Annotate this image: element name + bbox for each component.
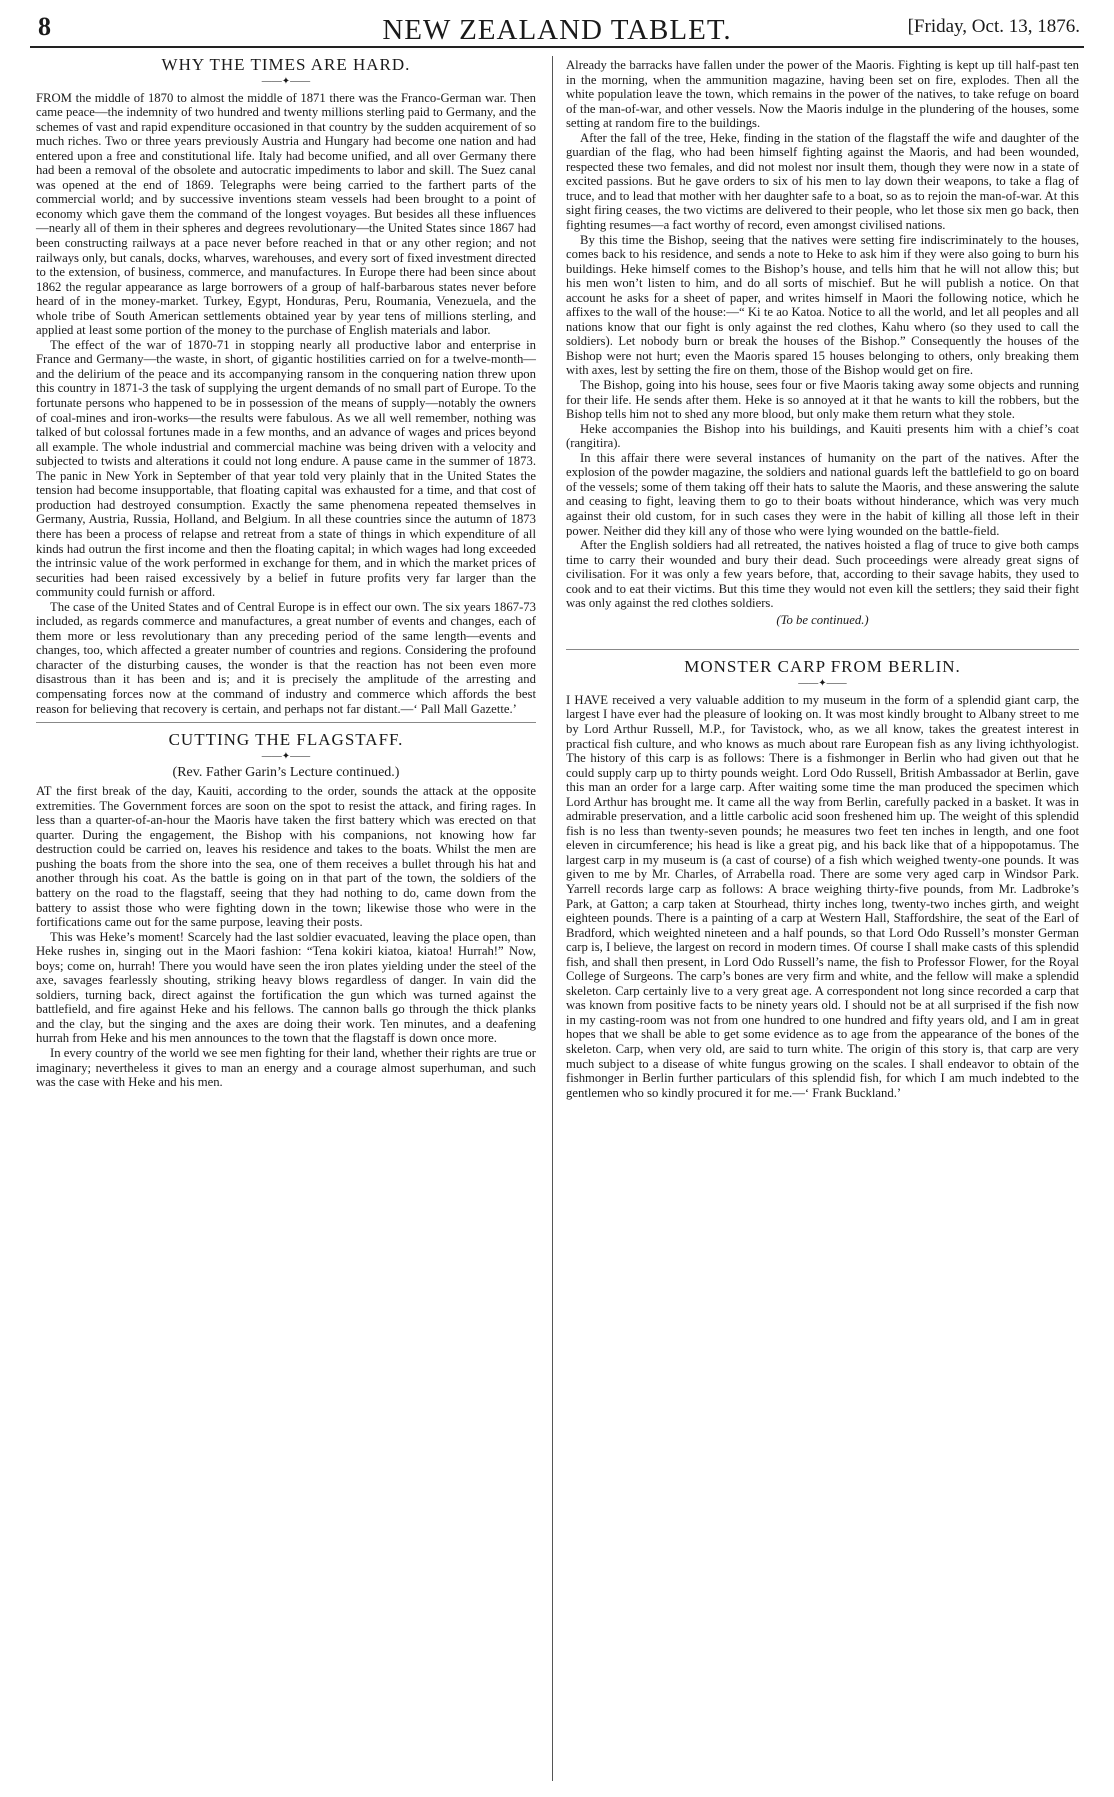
article-paragraph: AT the first break of the day, Kauiti, according to the order, sounds the attack at the opposite extremities. The Government forces are soon on the spot to resist the attack, and firing rages. In less than a quarter-of-an-hour the Maoris have taken the first battery which was erected on that quarter. During the engagement, the Bishop with his companions, not knowing how far destruction could be carried on, leaves his residence and takes to the boats. Whilst the men are pushing the boats from the shore into the sea, one of them receives a bullet through his hat and another through his coat. As the battle is going on in that part of the town, the soldiers of the battery on the road to the flagstaff, seeing that they had nothing to do, came down from the battery to assist those who were fighting down in the town; likewise those who were in the fortifications came out for the same purpose, leaving their posts. (36, 784, 536, 930)
section-rule (566, 649, 1079, 650)
column-divider (552, 56, 553, 1781)
article-heading-monster-carp: MONSTER CARP FROM BERLIN. (684, 657, 961, 677)
article-heading-flagstaff: CUTTING THE FLAGSTAFF. (168, 730, 404, 750)
article-subheading: (Rev. Father Garin’s Lecture continued.) (172, 764, 400, 780)
article-paragraph: FROM the middle of 1870 to almost the middle of 1871 there was the Franco-German war. Then came peace—the indemnity of two hundred and twenty millions sterling paid to Germany, and the schemes of vast and rapid expenditure occasioned in that country by the sudden acquirement of so much riches. Two or three years previously Austria and Hungary had become one nation and had entered upon a free and constitutional life. Italy had become unified, and all over Germany there had been a removal of the obsolete and autocratic impediments to labor and skill. The Suez canal was opened at the end of 1869. Telegraphs were being carried to the farthert parts of the commercial world; and by successive inventions steam vessels had been brought to a point of economy which gave them the command of the longest voyages. But besides all these influences—nearly all of them in their spheres and degrees revolutionary—the United States since 1867 had been constructing railways at a pace never before reached in that or any other region; and not railways only, but canals, docks, wharves, warehouses, and every sort of fixed investment directed to the extension, of business, commerce, and manufactures. In Europe there had been since about 1862 the regular appearance as large borrowers of a group of half-barbarous states never before heard of in the money-market. Turkey, Egypt, Honduras, Peru, Roumania, Venezuela, and the whole tribe of South American settlements obtained year by year tens of millions sterling, and applied at least some portion of the money to the purchase of English materials and labor. (36, 90, 536, 338)
newspaper-title: NEW ZEALAND TABLET. (382, 14, 732, 46)
article-paragraph: I HAVE received a very valuable addition to my museum in the form of a splendid giant carp, the largest I have ever had the pleasure of looking on. It was most kindly brought to Albany street to me by Lord Arthur Russell, M.P., for Tavistock, who, as we all know, takes the greatest interest in practical fish culture, and who knows as much about rare European fish as any living ichthyologist. The history of this carp is as follows: There is a fishmonger in Berlin who had given out that he could supply carp up to thirty pounds weight. Lord Odo Russell, British Ambassador at Berlin, gave this man an order for a large carp. After waiting some time the man produced the specimen which Lord Arthur has brought me. It came all the way from Berlin, carefully packed in a basket. It was in admirable preservation, and a little carbolic acid soon freshened him up. The weight of this splendid fish is no less than twenty-seven pounds; he measures two feet ten inches in length, and one foot eleven in circumference; his head is like a great pig, and his back like that of a hippopotamus. The largest carp in my museum is (a cast of course) of a fish which weighed twenty-one pounds. It was given to me by Mr. Charles, of Arrabella road. There are some very aged carp in Windsor Park. Yarrell records large carp as follows: A brace weighing thirty-five pounds, from Mr. Ladbroke’s Park, at Gatton; a carp taken at Stourhead, thirty inches long, twenty-two inches girth, and weight eighteen pounds. There is a painting of a carp at Western Hall, Staffordshire, the seat of the Earl of Bradford, which weighted nineteen and a half pounds, so that Lord Odo Russell’s monster German carp is, I believe, the largest on record in modern times. Of course I shall make casts of this splendid fish, and shall then present, in Lord Odo Russell’s name, the fish to Professor Flower, for the Royal College of Surgeons. The carp’s bones are very firm and white, and the fellow will make a splendid skeleton. Carp certainly live to a very great age. A correspondent not long since recorded a carp that was known from positive facts to be ninety years old. I should not be at all surprised if the fish now in my casting-room was not from one hundred to one hundred and fifty years old, and I am in great hopes that we shall be able to get some evidence as to age from the appearance of the bones of the skeleton. Carp, when very old, are said to turn white. The origin of this story is, that carp are very much subject to a disease of white fungus growing on the scales. I shall endeavor to obtain of the fishmonger in Berlin further particulars of this splendid fish, for which I am much indebted to the gentlemen who so kindly procured it for me.—‘ Frank Buckland.’ (566, 692, 1079, 1100)
article-paragraph: By this time the Bishop, seeing that the natives were setting fire indiscriminately to the houses, comes back to his residence, and sends a note to Heke to ask him if they were also going to burn his buildings. Heke himself comes to the Bishop’s house, and tells him that he will not allow this; but his men won’t listen to him, and do all sorts of mischief. But he will publish a notice. On that account he asks for a sheet of paper, and writes himself in Maori the following notice, which he affixes to the wall of the house:—“ Ki te ao Katoa. Notice to all the world, and let all peoples and all nations know that our fight is only against the red clothes, Kahu whero (so they used to call the soldiers). Let nobody burn or break the houses of the Bishop.” Consequently the houses of the Bishop were not hurt; even the Maoris spared 15 houses belonging to others, only breaking them with axes, lest by setting the fire on them, those of the Bishop would get on fire. (566, 232, 1079, 378)
continued-note: (To be continued.) (776, 612, 869, 627)
article-paragraph: Already the barracks have fallen under the power of the Maoris. Fighting is kept up till half-past ten in the morning, when the ammunition magazine, having been set on fire, explodes. Then all the white population leave the town, which remains in the power of the natives, to take refuge on board of the man-of-war, and other vessels. Now the Maoris indulge in the plundering of the houses, some setting at random fire to the buildings. (566, 58, 1079, 131)
page-number: 8 (38, 12, 51, 41)
article-paragraph: In every country of the world we see men fighting for their land, whether their rights are true or imaginary; nevertheless it gives to man an energy and a courage almost superhuman, and such was the case with Heke and his men. (36, 1046, 536, 1090)
issue-date: [Friday, Oct. 13, 1876. (907, 16, 1080, 37)
article-paragraph: After the fall of the tree, Heke, finding in the station of the flagstaff the wife and daughter of the guardian of the flag, who had been himself fighting against the Maoris, and had been wounded, respected these two females, and did not molest nor insult them, though they were now in a state of excited passions. But he gave orders to six of his men to lay down their weapons, to take a flag of truce, and to lead that mother with her daughter safe to a boat, so as to rejoin the man-of-war. At this sight firing ceases, the two victims are delivered to their people, who let those six men go back, then fighting resumes—a fact worthy of record, even amongst civilised nations. (566, 130, 1079, 233)
article-paragraph: Heke accompanies the Bishop into his buildings, and Kauiti presents him with a chief’s coat (rangitira). (566, 421, 1079, 451)
article-paragraph: This was Heke’s moment! Scarcely had the last soldier evacuated, leaving the place open, than Heke rushes in, singing out in the Maori fashion: “Tena kokiri kiatoa, kiatoa! Hurrah!” Now, boys; come on, hurrah! There you would have seen the iron plates yielding under the steel of the axe, savages fearlessly shouting, striking heavy blows regardless of danger. In vain did the soldiers, turning back, direct against the fortification the gun which was turned against the battlefield, and fire against Heke and his fellows. The cannon balls go through the thick planks and the clay, but the singing and the axes are doing their work. Ten minutes, and a deafening hurrah from Heke and his men announces to the town that the flagstaff is down once more. (36, 929, 536, 1046)
heading-ornament (36, 752, 536, 762)
article-paragraph: In this affair there were several instances of humanity on the part of the natives. After the explosion of the powder magazine, the soldiers and national guards left the battlefield to go on board of the vessels; some of them taking off their hats to salute the Maoris, and these answering the salute and ceasing to fight, leaving them to go to their boats without hinderance, which was very much against their old custom, for in such cases they were in the habit of killing all those left in their power. Neither did they kill any of those who were lying wounded on the battle-field. (566, 450, 1079, 538)
masthead (30, 8, 1084, 48)
heading-ornament (36, 77, 536, 87)
article-paragraph: The case of the United States and of Central Europe is in effect our own. The six years 1867-73 included, as regards commerce and manufactures, a great number of events and changes, each of them more or less revolutionary than any preceding period of the same length—events and changes, too, which affected a greater number of countries and regions. Considering the profound character of the disturbing causes, the wonder is that the reaction has not been even more disastrous than it has been and is; and it is precisely the amplitude of the arresting and compensating forces now at the command of industry and commerce which affords the best reason for believing that recovery is certain, and perhaps not far distant.—‘ Pall Mall Gazette.’ (36, 599, 536, 716)
right-column (566, 58, 1079, 1100)
heading-ornament (566, 679, 1079, 689)
article-paragraph: The effect of the war of 1870-71 in stopping nearly all productive labor and enterprise in France and Germany—the waste, in short, of gigantic hostilities carried on for a twelve-month—and the delirium of the peace and its accompanying ransom in the conquering nation threw upon this country in 1871-3 the task of supplying the urgent demands of no small part of Europe. To the fortunate persons who happened to be in possession of the means of supply—notably the owners of coal-mines and iron-works—the results were fabulous. As we all well remember, nothing was talked of but colossal fortunes made in a few months, and an advance of wages and prices beyond all example. The whole industrial and commercial machine was being driven with a velocity and subjected to twists and alterations it could not long endure. A pause came in the summer of 1873. The panic in New York in September of that year told very plainly that in the United States the tension had become insupportable, that floating capital was exhausted for a time, and that cost of production had destroyed consumption. Exactly the same phenomena repeated themselves in Germany, Austria, Russia, Holland, and Belgium. In all these countries since the autumn of 1873 there has been a process of relapse and retreat from a state of things in which expenditure of all kinds had outrun the first income and then the floating capital; in which wages had long exceeded the intrinsic value of the work performed in exchange for them, and in which the market prices of securities had been raised excessively by a belief in future profits very far larger than the community could furnish or afford. (36, 337, 536, 600)
left-column (36, 55, 536, 1090)
article-paragraph: The Bishop, going into his house, sees four or five Maoris taking away some objects and running for their life. He sends after them. Heke is so annoyed at it that he wants to kill the robbers, but the Bishop tells him not to shed any more blood, but only make them return what they stole. (566, 378, 1079, 422)
article-paragraph: After the English soldiers had all retreated, the natives hoisted a flag of truce to give both camps time to carry their wounded and bury their dead. Such proceedings were already great signs of civilisation. For it was only a few years before, that, according to their savage habits, they used to cook and to eat their victims. But this time they would not even kill the settlers; they said their fight was only against the red clothes soldiers. (566, 538, 1079, 611)
article-heading-times-hard: WHY THE TIMES ARE HARD. (161, 55, 411, 74)
section-rule (36, 722, 536, 723)
